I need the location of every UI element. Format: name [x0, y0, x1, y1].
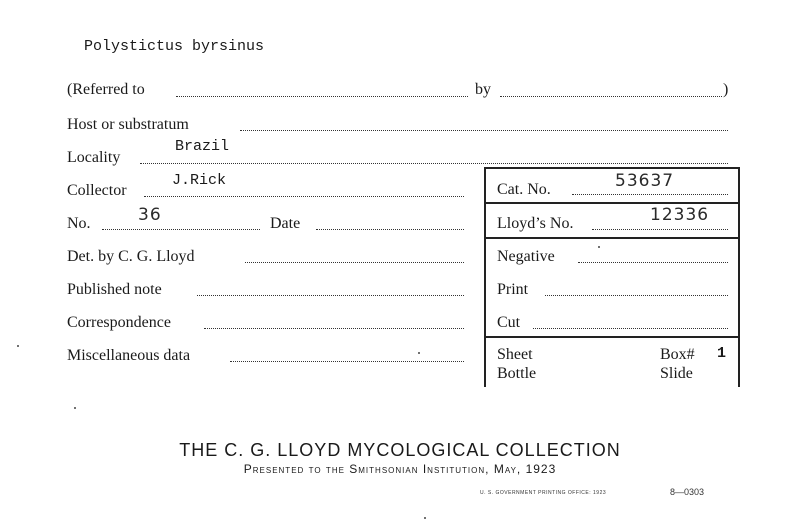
printer-imprint: U. S. GOVERNMENT PRINTING OFFICE: 1923	[480, 490, 607, 496]
box-label: Box#	[660, 346, 695, 363]
bottle-label: Bottle	[497, 365, 537, 382]
no-label: No.	[67, 215, 91, 232]
miscellaneous-data-label: Miscellaneous data	[67, 347, 191, 364]
box-divider-2	[484, 237, 740, 239]
box-value: 1	[717, 345, 727, 362]
cut-line	[533, 328, 728, 329]
published-note-line	[197, 295, 464, 296]
box-top-border	[484, 167, 740, 169]
miscellaneous-data-line	[230, 361, 464, 362]
collector-value: J.Rick	[172, 172, 227, 189]
print-line	[545, 295, 728, 296]
scan-speck	[424, 517, 426, 519]
date-line	[316, 229, 464, 230]
box-right-border	[738, 167, 740, 387]
sheet-label: Sheet	[497, 346, 533, 363]
lloyds-no-line	[592, 229, 728, 230]
det-by-label: Det. by C. G. Lloyd	[67, 248, 195, 265]
box-divider-1	[484, 202, 740, 204]
slide-label: Slide	[660, 365, 693, 382]
form-number: 8—0303	[670, 487, 705, 497]
correspondence-label: Correspondence	[67, 314, 171, 331]
cat-no-value: 53637	[615, 171, 675, 191]
scan-speck	[17, 345, 19, 347]
collector-line	[144, 196, 464, 197]
host-label: Host or substratum	[67, 116, 189, 133]
no-line	[102, 229, 260, 230]
box-left-border	[484, 167, 486, 387]
cut-label: Cut	[497, 314, 521, 331]
collector-label: Collector	[67, 182, 127, 199]
det-by-line	[245, 262, 464, 263]
referred-to-label: (Referred to	[67, 81, 145, 98]
locality-label: Locality	[67, 149, 121, 166]
close-paren: )	[723, 81, 729, 98]
host-line	[240, 130, 728, 131]
no-value: 36	[138, 205, 162, 225]
by-label: by	[475, 81, 491, 98]
locality-value: Brazil	[175, 138, 230, 155]
correspondence-line	[204, 328, 464, 329]
collection-subtitle: Presented to the Smithsonian Institution, May, 1923	[243, 462, 557, 476]
locality-line	[140, 163, 728, 164]
print-label: Print	[497, 281, 529, 298]
referred-to-line	[176, 96, 468, 97]
cat-no-line	[572, 194, 728, 195]
scan-speck	[598, 246, 600, 248]
cat-no-label: Cat. No.	[497, 181, 551, 198]
scan-speck	[74, 407, 76, 409]
box-divider-3	[484, 336, 740, 338]
lloyds-no-label: Lloyd’s No.	[497, 215, 574, 232]
scan-speck	[418, 352, 420, 354]
by-line	[500, 96, 722, 97]
negative-label: Negative	[497, 248, 555, 265]
negative-line	[578, 262, 728, 263]
published-note-label: Published note	[67, 281, 162, 298]
specimen-name: Polystictus byrsinus	[84, 38, 265, 55]
lloyds-no-value: 12336	[650, 205, 710, 225]
date-label: Date	[270, 215, 301, 232]
collection-title: THE C. G. LLOYD MYCOLOGICAL COLLECTION	[179, 440, 621, 460]
